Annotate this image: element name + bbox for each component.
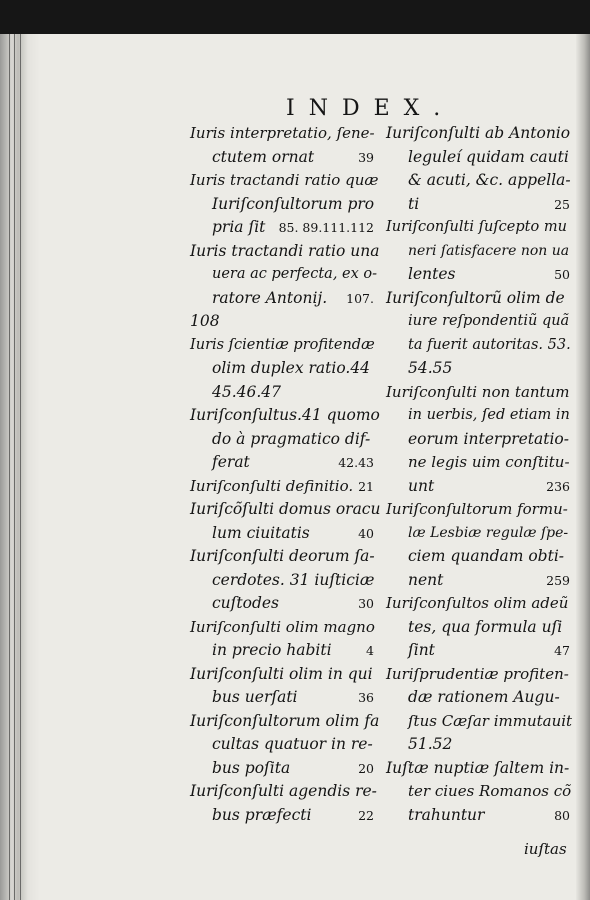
- index-entry-text: unt: [408, 476, 435, 495]
- page-reference: 85. 89.111.112: [278, 220, 374, 235]
- index-entry-text: leguleí quidam cauti: [408, 147, 569, 166]
- index-entry-line: [190, 663, 380, 687]
- index-entry-text: Iuris ſcientiæ profitendæ: [190, 336, 375, 353]
- index-entry-line: [190, 639, 380, 663]
- index-entry-line: [190, 193, 380, 217]
- index-entry-line: [190, 334, 380, 358]
- index-entry-line: [190, 240, 380, 264]
- index-entry-line: [190, 710, 380, 734]
- page-reference: 47: [554, 643, 570, 658]
- index-entry-line: [386, 522, 572, 546]
- index-entry-text: iure reſpondentiũ quã: [408, 313, 570, 329]
- index-entry-line: [190, 428, 380, 452]
- index-entry-text: bus poſita: [212, 758, 291, 777]
- index-entry-text: ferat: [212, 453, 250, 471]
- index-entry-text: Iuriſconſulti ſuſcepto mu: [386, 219, 567, 235]
- index-entry-line: [190, 545, 380, 569]
- index-entry-text: Iuriſconſulti ab Antonio: [386, 124, 571, 142]
- index-entry-text: ne legis uim conſtitu-: [408, 453, 570, 471]
- index-entry-line: [386, 592, 572, 616]
- index-entry-text: lentes: [408, 265, 456, 283]
- index-entry-text: 108: [190, 312, 220, 330]
- index-entry-line: [386, 639, 572, 663]
- index-entry-line: [386, 310, 572, 334]
- index-entry-line: [190, 122, 380, 146]
- page-gutter: [0, 34, 40, 900]
- index-entry-line: [386, 146, 572, 170]
- index-entry-line: [386, 216, 572, 240]
- index-entry-line: [386, 475, 572, 499]
- index-entry-text: 54.55: [408, 359, 453, 377]
- index-entry-text: lum ciuitatis: [212, 523, 310, 542]
- index-entry-line: [190, 733, 380, 757]
- scan-background: [0, 0, 590, 38]
- index-entry-line: [386, 169, 572, 193]
- page-reference: 40: [358, 525, 374, 541]
- index-entry-line: [386, 404, 572, 428]
- index-entry-line: [386, 287, 572, 311]
- index-entry-line: [190, 592, 380, 616]
- index-entry-text: ti: [408, 194, 420, 213]
- index-entry-text: Iuriſprudentiæ profiten-: [386, 664, 569, 683]
- index-entry-text: eorum interpretatio-: [408, 429, 570, 448]
- index-entry-line: [190, 216, 380, 240]
- page-reference: 39: [358, 149, 374, 165]
- page-reference: 42.43: [338, 455, 374, 470]
- index-entry-text: 45.46.47: [212, 382, 282, 401]
- index-entry-text: ctutem ornat: [212, 147, 315, 166]
- index-entry-line: [386, 193, 572, 217]
- index-entry-text: neri ſatisfacere non ua: [408, 242, 570, 259]
- index-entry-text: Iuriſconſulti deorum ſa-: [190, 547, 375, 565]
- index-entry-text: Iuriſconſulti non tantum: [386, 382, 570, 401]
- index-entry-line: [386, 357, 572, 381]
- index-entry-line: [190, 404, 380, 428]
- index-entry-line: [386, 663, 572, 687]
- page-reference: 20: [358, 760, 374, 776]
- index-entry-line: [190, 498, 380, 522]
- index-entry-text: Iuris tractandi ratio una: [190, 241, 380, 260]
- index-entry-line: [190, 169, 380, 193]
- page-reference: 259: [546, 572, 570, 588]
- page-reference: 236: [546, 478, 570, 494]
- index-entry-line: [190, 263, 380, 287]
- index-entry-text: 51.52: [408, 735, 453, 753]
- index-entry-text: cuſtodes: [212, 594, 280, 612]
- index-entry-text: bus præfecti: [212, 805, 312, 824]
- index-entry-text: bus uerſati: [212, 688, 298, 706]
- index-entry-text: in uerbis, ſed etiam in: [408, 407, 570, 423]
- page-reference: 36: [358, 690, 374, 705]
- index-entry-text: ſint: [408, 641, 435, 659]
- index-entry-text: Iuriſconſultorũ olim de: [386, 288, 565, 307]
- index-entry-line: [386, 757, 572, 781]
- index-entry-text: Iuriſconſulti agendis re-: [190, 782, 377, 800]
- index-entry-text: læ Lesbiæ regulæ ſpe-: [408, 524, 569, 541]
- index-entry-line: [386, 334, 572, 358]
- page-reference: 25: [554, 196, 570, 212]
- index-entry-line: [190, 804, 380, 828]
- index-entry-text: Iuris tractandi ratio quæ: [190, 171, 379, 189]
- index-entry-line: [386, 545, 572, 569]
- index-entry-line: [190, 475, 380, 499]
- index-entry-text: Iuriſconſulti olim magno: [190, 617, 375, 636]
- index-entry-text: Iuris interpretatio, ſene-: [190, 124, 375, 142]
- index-entry-line: [386, 240, 572, 264]
- index-entry-line: [386, 710, 572, 734]
- page-edge: [576, 34, 590, 900]
- index-entry-line: [386, 569, 572, 593]
- page-reference: 50: [554, 267, 570, 282]
- index-entry-text: Iuriſconſultus.41 quomo: [190, 406, 380, 424]
- page-reference: 107.: [346, 290, 374, 306]
- index-entry-line: [190, 287, 380, 311]
- index-entry-line: [386, 263, 572, 287]
- index-entry-line: [190, 522, 380, 546]
- index-entry-line: [190, 757, 380, 781]
- index-entry-text: cerdotes. 31 iuſticiæ: [212, 570, 375, 589]
- index-entry-text: ſtus Cæſar immutauit: [408, 711, 573, 730]
- catchword: iuſtas: [524, 840, 567, 858]
- index-entry-line: [386, 381, 572, 405]
- index-entry-text: ter ciues Romanos cõ: [408, 782, 572, 800]
- index-entry-line: [190, 616, 380, 640]
- index-entry-text: & acuti, &c. appella-: [408, 171, 571, 189]
- index-entry-text: do à pragmatico dif-: [212, 429, 371, 448]
- index-entry-line: [190, 451, 380, 475]
- index-entry-line: [386, 733, 572, 757]
- index-entry-text: nent: [408, 570, 444, 589]
- index-entry-text: pria ſit: [212, 218, 266, 236]
- index-entry-line: [190, 381, 380, 405]
- index-entry-text: tes, qua formula uſi: [408, 617, 563, 636]
- page-reference: 80: [554, 807, 570, 823]
- index-entry-line: [190, 686, 380, 710]
- index-entry-text: uera ac perfecta, ex o-: [212, 266, 378, 282]
- index-entry-line: [386, 616, 572, 640]
- index-entry-text: Iuriſconſultorum pro: [212, 194, 375, 213]
- index-entry-text: ciem quandam obti-: [408, 547, 565, 565]
- index-column-left: [190, 122, 380, 827]
- index-entry-line: [386, 498, 572, 522]
- index-entry-line: [190, 357, 380, 381]
- index-entry-line: [386, 804, 572, 828]
- index-entry-text: cultas quatuor in re-: [212, 735, 373, 753]
- index-entry-text: ta fuerit autoritas. 53.: [408, 336, 571, 353]
- index-column-right: [386, 122, 572, 827]
- page-reference: 4: [366, 643, 374, 658]
- index-entry-text: ratore Antonij.: [212, 288, 328, 307]
- index-entry-text: Iuriſcõſulti domus oracu: [190, 500, 381, 518]
- page-reference: 30: [358, 596, 374, 611]
- index-entry-line: [190, 569, 380, 593]
- index-entry-line: [386, 780, 572, 804]
- index-entry-text: Iuriſconſultos olim adeũ: [386, 594, 569, 612]
- index-entry-line: [190, 310, 380, 334]
- index-entry-line: [386, 428, 572, 452]
- index-entry-text: Iuriſconſulti definitio.: [190, 476, 354, 495]
- index-entry-text: in precio habiti: [212, 641, 332, 659]
- page-reference: 21: [358, 478, 374, 494]
- index-entry-line: [386, 686, 572, 710]
- index-entry-text: trahuntur: [408, 805, 485, 824]
- index-entry-text: dæ rationem Augu-: [408, 688, 560, 706]
- index-entry-text: olim duplex ratio.44: [212, 359, 371, 377]
- index-entry-text: Iuriſconſultorum olim fa: [190, 711, 380, 730]
- index-entry-text: Iuriſconſulti olim in qui: [190, 664, 373, 683]
- index-entry-line: [386, 451, 572, 475]
- index-entry-line: [190, 146, 380, 170]
- index-entry-text: Iuriſconſultorum formu-: [386, 500, 568, 518]
- index-entry-line: [190, 780, 380, 804]
- page-header: INDEX.: [286, 96, 455, 121]
- page-reference: 22: [358, 807, 374, 823]
- index-entry-line: [386, 122, 572, 146]
- index-entry-text: Iuſtæ nuptiæ ſaltem in-: [386, 758, 570, 777]
